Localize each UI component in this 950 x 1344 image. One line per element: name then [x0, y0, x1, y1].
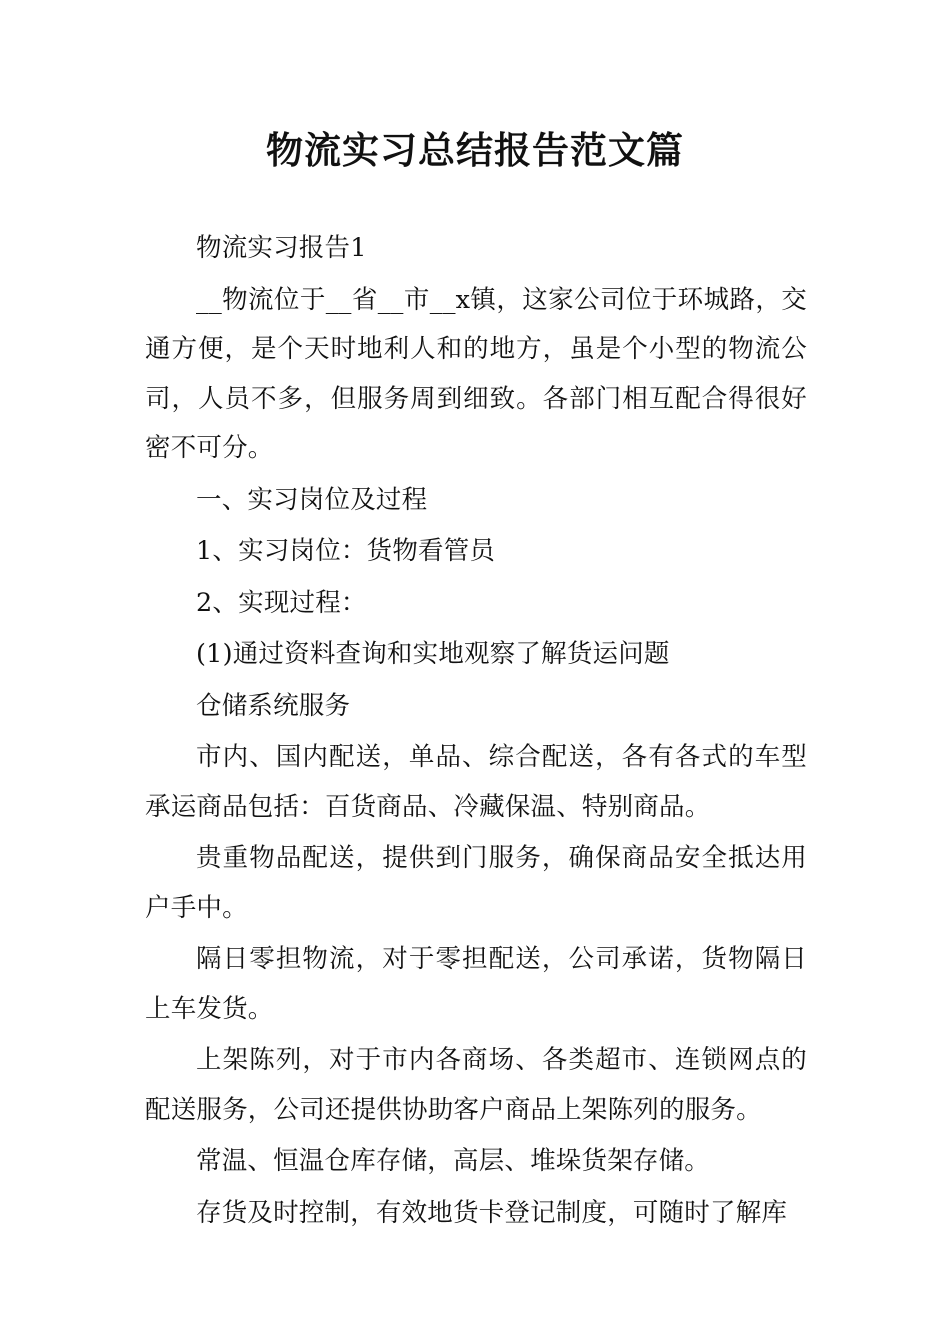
paragraph-shelf-display: 上架陈列，对于市内各商场、各类超市、连锁网点的配送服务，公司还提供协助客户商品上架陈列的服务。: [145, 1045, 807, 1125]
paragraph-valuables-delivery: 贵重物品配送，提供到门服务，确保商品安全抵达用户手中。: [145, 843, 807, 923]
paragraph-process-heading: 2、实现过程：: [196, 587, 367, 618]
paragraph-warehouse-service: 仓储系统服务: [196, 690, 351, 721]
paragraph-heading-report-1: 物流实习报告1: [196, 233, 367, 263]
paragraph-distribution: 市内、国内配送，单品、综合配送，各有各式的车型承运商品包括：百货商品、冷藏保温、特别商品。: [145, 742, 807, 822]
document-body: [145, 224, 807, 1240]
paragraph-inventory-control: 存货及时控制，有效地货卡登记制度，可随时了解库: [196, 1197, 788, 1228]
paragraph-storage: 常温、恒温仓库存储，高层、堆垛货架存储。: [196, 1146, 711, 1176]
paragraph-internship-position: 1、实习岗位：货物看管员: [196, 536, 496, 566]
paragraph-next-day-logistics: 隔日零担物流，对于零担配送，公司承诺，货物隔日上车发货。: [145, 944, 807, 1024]
paragraph-company-intro: __物流位于__省__市__x镇，这家公司位于环城路，交通方便，是个天时地利人和的地方，虽是个小型的物流公司，人员不多，但服务周到细致。各部门相互配合得很好密不可分。: [145, 284, 807, 463]
paragraph-process-step-1: (1)通过资料查询和实地观察了解货运问题: [196, 639, 670, 669]
paragraph-section-1-heading: 一、实习岗位及过程: [196, 484, 428, 515]
document-title: 物流实习总结报告范文篇: [266, 128, 684, 172]
